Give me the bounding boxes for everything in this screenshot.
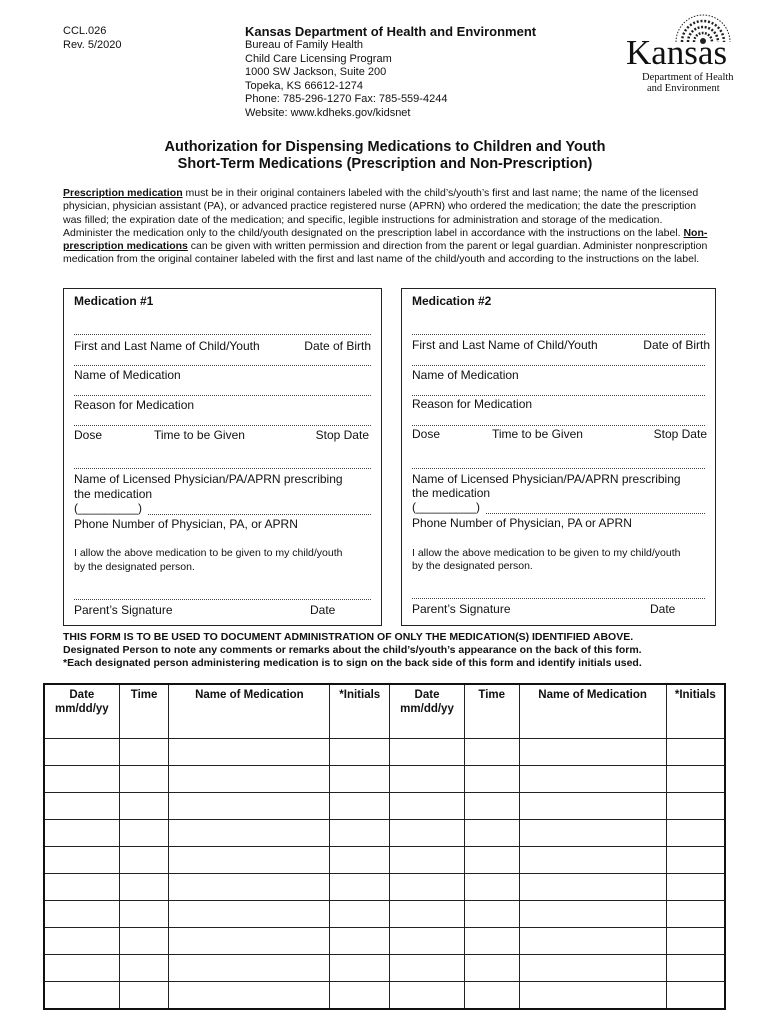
table-cell[interactable] bbox=[519, 955, 666, 982]
phone-line[interactable] bbox=[486, 513, 705, 514]
table-cell[interactable] bbox=[519, 793, 666, 820]
table-cell[interactable] bbox=[119, 982, 169, 1010]
table-cell[interactable] bbox=[119, 928, 169, 955]
column-header: Time bbox=[119, 684, 169, 739]
table-cell[interactable] bbox=[666, 982, 725, 1010]
table-cell[interactable] bbox=[464, 847, 519, 874]
child-name-line[interactable] bbox=[412, 334, 705, 335]
administration-log-table bbox=[43, 683, 726, 1010]
table-cell[interactable] bbox=[464, 739, 519, 766]
table-row bbox=[44, 955, 725, 982]
child-name-label: First and Last Name of Child/Youth bbox=[412, 338, 598, 352]
table-cell[interactable] bbox=[519, 847, 666, 874]
table-row bbox=[44, 928, 725, 955]
table-row bbox=[44, 901, 725, 928]
dob-label: Date of Birth bbox=[304, 339, 371, 353]
notice-line-2: Designated Person to note any comments or remarks about the child’s/youth’s appearance on the back of this form. bbox=[63, 644, 642, 656]
child-name-label: First and Last Name of Child/Youth bbox=[74, 339, 260, 353]
reason-label: Reason for Medication bbox=[412, 397, 533, 411]
signature-line[interactable] bbox=[74, 599, 371, 600]
table-cell[interactable] bbox=[666, 793, 725, 820]
notice-line-1: THIS FORM IS TO BE USED TO DOCUMENT ADMINISTRATION OF ONLY THE MEDICATION(S) IDENTIFIED ABOVE. bbox=[63, 631, 634, 643]
table-cell[interactable] bbox=[330, 847, 390, 874]
dose-label: Dose bbox=[412, 427, 441, 441]
table-row bbox=[44, 766, 725, 793]
med-name-line[interactable] bbox=[74, 365, 371, 366]
table-cell[interactable] bbox=[390, 901, 465, 928]
table-cell[interactable] bbox=[169, 766, 330, 793]
table-cell[interactable] bbox=[390, 847, 465, 874]
form-title-line-2: Short-Term Medications (Prescription and Non-Prescription) bbox=[177, 156, 593, 172]
table-cell[interactable] bbox=[169, 955, 330, 982]
table-cell[interactable] bbox=[390, 928, 465, 955]
column-header: Date mm/dd/yy bbox=[44, 684, 119, 739]
table-row bbox=[44, 874, 725, 901]
signature-label: Parent’s Signature bbox=[74, 603, 173, 617]
dose-line[interactable] bbox=[412, 425, 705, 426]
notice-block bbox=[63, 631, 723, 670]
prescription-heading: Prescription medication bbox=[63, 187, 183, 199]
table-row bbox=[44, 982, 725, 1010]
permission-line-1: I allow the above medication to be given to my child/youth bbox=[74, 547, 343, 559]
table-row bbox=[44, 847, 725, 874]
table-cell[interactable] bbox=[330, 766, 390, 793]
intro-paragraph bbox=[63, 187, 713, 267]
table-cell[interactable] bbox=[119, 874, 169, 901]
med-name-label: Name of Medication bbox=[74, 368, 181, 382]
column-header: Date mm/dd/yy bbox=[390, 684, 465, 739]
table-cell[interactable] bbox=[519, 766, 666, 793]
logo-sub-line-2: and Environment bbox=[647, 83, 720, 94]
logo-sub-line-1: Department of Health bbox=[642, 72, 734, 83]
permission-line-1: I allow the above medication to be given to my child/youth bbox=[412, 547, 681, 559]
table-cell[interactable] bbox=[330, 982, 390, 1010]
table-cell[interactable] bbox=[519, 874, 666, 901]
table-cell[interactable] bbox=[330, 874, 390, 901]
table-cell[interactable] bbox=[44, 982, 119, 1010]
table-cell[interactable] bbox=[464, 766, 519, 793]
child-name-line[interactable] bbox=[74, 334, 371, 335]
table-cell[interactable] bbox=[44, 739, 119, 766]
physician-line[interactable] bbox=[412, 468, 705, 469]
table-cell[interactable] bbox=[390, 955, 465, 982]
med-name-label: Name of Medication bbox=[412, 368, 519, 382]
table-cell[interactable] bbox=[330, 739, 390, 766]
prescription-text: must be in their original containers labeled with the child’s/youth’s first and last name; the name of the licensed physician, physician assistant (PA), or advanced practice registered nurse (APRN) who ordered the medication; the date the prescription was filled; the expiration date of the medication; and specific, legible instructions for administration and storage of the medication. Administer the medication only to the child/youth designated on the prescription label in accordance with the instructions on the label. bbox=[63, 187, 699, 239]
logo-wordmark: Kansas bbox=[626, 33, 728, 72]
table-cell[interactable] bbox=[44, 901, 119, 928]
table-cell[interactable] bbox=[169, 820, 330, 847]
table-cell[interactable] bbox=[464, 901, 519, 928]
table-cell[interactable] bbox=[390, 982, 465, 1010]
agency-name: Kansas Department of Health and Environment bbox=[245, 24, 537, 39]
table-cell[interactable] bbox=[330, 901, 390, 928]
column-header: *Initials bbox=[330, 684, 390, 739]
table-cell[interactable] bbox=[666, 928, 725, 955]
table-cell[interactable] bbox=[666, 766, 725, 793]
med-name-line[interactable] bbox=[412, 365, 705, 366]
table-cell[interactable] bbox=[390, 793, 465, 820]
column-header: *Initials bbox=[666, 684, 725, 739]
table-cell[interactable] bbox=[390, 739, 465, 766]
medication-2-title: Medication #2 bbox=[412, 294, 492, 308]
table-cell[interactable] bbox=[44, 928, 119, 955]
table-cell[interactable] bbox=[119, 766, 169, 793]
table-cell[interactable] bbox=[169, 739, 330, 766]
table-cell[interactable] bbox=[464, 793, 519, 820]
phone-paren: (_________) bbox=[74, 501, 143, 515]
table-cell[interactable] bbox=[519, 820, 666, 847]
stop-date-label: Stop Date bbox=[653, 427, 707, 441]
table-cell[interactable] bbox=[519, 982, 666, 1010]
agency-line: Topeka, KS 66612-1274 bbox=[245, 79, 364, 92]
permission-line-2: by the designated person. bbox=[74, 561, 195, 573]
table-cell[interactable] bbox=[464, 928, 519, 955]
table-cell[interactable] bbox=[666, 739, 725, 766]
physician-label-cont: the medication bbox=[412, 486, 491, 500]
kdhe-logo bbox=[620, 14, 738, 100]
stop-date-label: Stop Date bbox=[315, 428, 369, 442]
table-cell[interactable] bbox=[169, 847, 330, 874]
table-row bbox=[44, 820, 725, 847]
dose-line[interactable] bbox=[74, 425, 371, 426]
phone-label: Phone Number of Physician, PA, or APRN bbox=[74, 517, 298, 531]
nonprescription-heading: Non-prescription medications bbox=[63, 226, 708, 253]
medication-1-box bbox=[63, 288, 382, 626]
table-cell[interactable] bbox=[330, 928, 390, 955]
table-cell[interactable] bbox=[666, 874, 725, 901]
table-cell[interactable] bbox=[44, 874, 119, 901]
form-title-line-1: Authorization for Dispensing Medications to Children and Youth bbox=[164, 139, 606, 155]
table-body bbox=[44, 739, 725, 1010]
table-cell[interactable] bbox=[464, 874, 519, 901]
table-cell[interactable] bbox=[519, 739, 666, 766]
medication-2-box bbox=[401, 288, 716, 626]
table-cell[interactable] bbox=[519, 901, 666, 928]
notice-line-3: *Each designated person administering medication is to sign on the back side of this form and identify initials used. bbox=[63, 657, 642, 669]
agency-line: Phone: 785-296-1270 Fax: 785-559-4244 bbox=[245, 93, 448, 105]
table-cell[interactable] bbox=[169, 874, 330, 901]
table-cell[interactable] bbox=[390, 766, 465, 793]
table-cell[interactable] bbox=[666, 847, 725, 874]
reason-line[interactable] bbox=[74, 395, 371, 396]
table-cell[interactable] bbox=[666, 820, 725, 847]
column-header: Name of Medication bbox=[169, 684, 330, 739]
table-cell[interactable] bbox=[44, 847, 119, 874]
phone-line[interactable] bbox=[148, 514, 371, 515]
signature-date-label: Date bbox=[310, 603, 336, 617]
table-cell[interactable] bbox=[169, 793, 330, 820]
table-cell[interactable] bbox=[390, 820, 465, 847]
agency-line: Child Care Licensing Program bbox=[245, 52, 392, 65]
table-cell[interactable] bbox=[44, 955, 119, 982]
nonprescription-text: can be given with written permission and direction from the parent or legal guardian. Administer nonprescription medication from the original container labeled with the first and last name of the child/youth and according to the instructions on the label. bbox=[63, 240, 708, 266]
table-cell[interactable] bbox=[44, 820, 119, 847]
table-header-row bbox=[44, 684, 725, 739]
form-code bbox=[63, 25, 122, 52]
phone-paren: (_________) bbox=[412, 500, 481, 514]
column-header: Name of Medication bbox=[519, 684, 666, 739]
table-cell[interactable] bbox=[330, 955, 390, 982]
physician-label-cont: the medication bbox=[74, 487, 153, 501]
permission-line-2: by the designated person. bbox=[412, 560, 533, 572]
table-cell[interactable] bbox=[330, 793, 390, 820]
physician-line[interactable] bbox=[74, 468, 371, 469]
table-cell[interactable] bbox=[119, 847, 169, 874]
table-cell[interactable] bbox=[119, 820, 169, 847]
signature-date-label: Date bbox=[650, 602, 676, 616]
table-cell[interactable] bbox=[390, 874, 465, 901]
medication-1-title: Medication #1 bbox=[74, 294, 154, 308]
table-cell[interactable] bbox=[119, 955, 169, 982]
table-cell[interactable] bbox=[519, 928, 666, 955]
phone-label: Phone Number of Physician, PA or APRN bbox=[412, 516, 632, 530]
dob-label: Date of Birth bbox=[643, 338, 710, 352]
agency-line: 1000 SW Jackson, Suite 200 bbox=[245, 66, 387, 78]
agency-line: Bureau of Family Health bbox=[245, 39, 363, 51]
signature-label: Parent’s Signature bbox=[412, 602, 511, 616]
agency-website: Website: www.kdheks.gov/kidsnet bbox=[245, 106, 411, 119]
table-cell[interactable] bbox=[44, 793, 119, 820]
table-cell[interactable] bbox=[169, 928, 330, 955]
table-cell[interactable] bbox=[44, 766, 119, 793]
reason-label: Reason for Medication bbox=[74, 398, 195, 412]
dose-label: Dose bbox=[74, 428, 103, 442]
table-cell[interactable] bbox=[464, 955, 519, 982]
physician-label: Name of Licensed Physician/PA/APRN prescribing bbox=[412, 472, 681, 486]
table-cell[interactable] bbox=[464, 982, 519, 1010]
table-row bbox=[44, 793, 725, 820]
table-cell[interactable] bbox=[119, 901, 169, 928]
form-number: CCL.026 bbox=[63, 25, 107, 37]
signature-line[interactable] bbox=[412, 598, 705, 599]
table-cell[interactable] bbox=[464, 820, 519, 847]
form-revision: Rev. 5/2020 bbox=[63, 38, 122, 51]
table-cell[interactable] bbox=[119, 793, 169, 820]
table-cell[interactable] bbox=[666, 955, 725, 982]
table-cell[interactable] bbox=[169, 901, 330, 928]
table-cell[interactable] bbox=[330, 820, 390, 847]
agency-block bbox=[245, 24, 545, 120]
physician-label: Name of Licensed Physician/PA/APRN prescribing bbox=[74, 472, 343, 486]
reason-line[interactable] bbox=[412, 395, 705, 396]
time-label: Time to be Given bbox=[154, 428, 245, 442]
table-cell[interactable] bbox=[119, 739, 169, 766]
time-label: Time to be Given bbox=[492, 427, 583, 441]
logo-subtitle bbox=[642, 72, 734, 94]
table-row bbox=[44, 739, 725, 766]
table-cell[interactable] bbox=[169, 982, 330, 1010]
column-header: Time bbox=[464, 684, 519, 739]
table-cell[interactable] bbox=[666, 901, 725, 928]
